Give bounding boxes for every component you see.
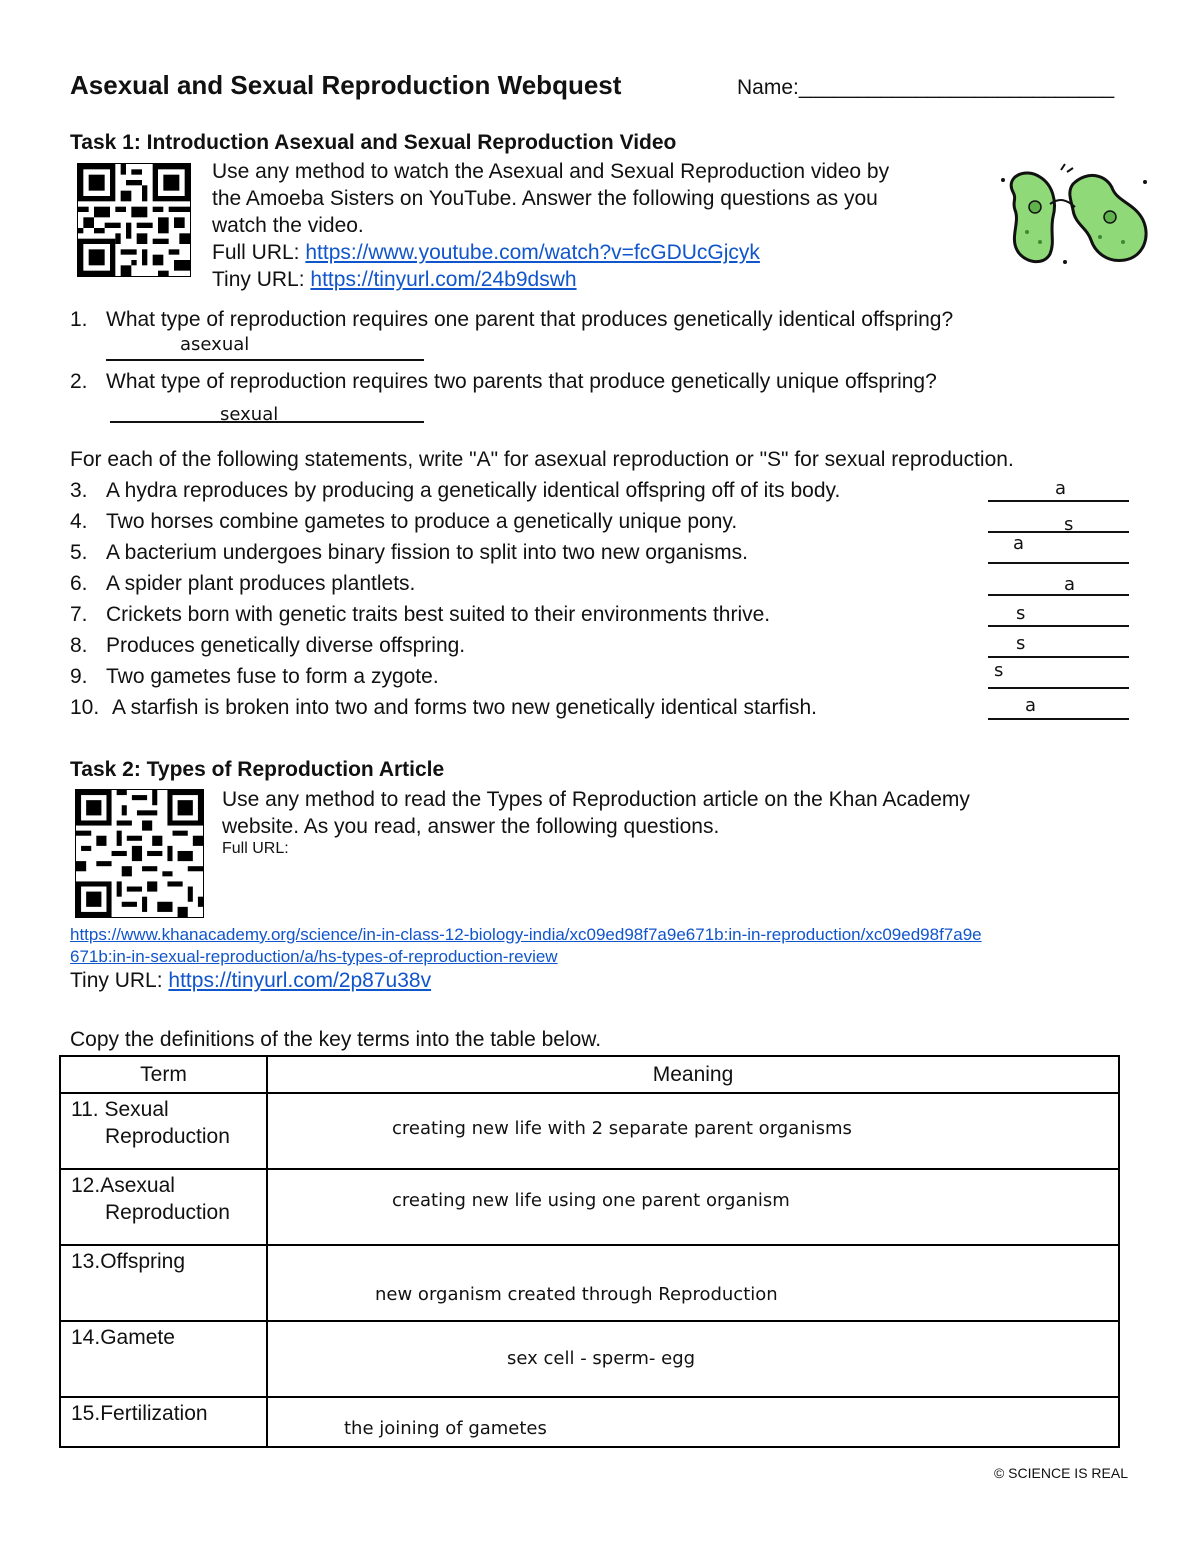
youtube-tiny-link[interactable]: https://tinyurl.com/24b9dswh — [310, 268, 577, 291]
statement-7: 7. Crickets born with genetic traits best suited to their environments thrive. — [70, 603, 771, 626]
statement-8: 8. Produces genetically diverse offspring. — [70, 634, 466, 657]
khan-academy-link-line1[interactable]: https://www.khanacademy.org/science/in-in-class-12-biology-india/xc09ed98f7a9e671b:in-in-reproduction/xc09ed98f7a9e — [70, 925, 982, 944]
statement-5: 5. A bacterium undergoes binary fission to split into two new organisms. — [70, 541, 748, 564]
table-row — [60, 1169, 1119, 1245]
meaning-header: Meaning — [267, 1056, 1119, 1093]
task1-full-url-row — [212, 239, 889, 266]
statement-6-answer: a — [1064, 574, 1076, 595]
statement-3-line — [988, 500, 1129, 502]
answer-2-line — [110, 421, 424, 423]
meaning-cell[interactable] — [267, 1321, 1119, 1397]
statement-4: 4. Two horses combine gametes to produce a genetically unique pony. — [70, 510, 738, 533]
meaning-cell[interactable] — [267, 1397, 1119, 1447]
page-title: Asexual and Sexual Reproduction Webquest — [70, 70, 622, 100]
statement-5-answer: a — [1013, 533, 1025, 554]
khan-academy-link-line2[interactable]: 671b:in-in-sexual-reproduction/a/hs-types-of-reproduction-review — [70, 947, 558, 966]
statement-6: 6. A spider plant produces plantlets. — [70, 572, 416, 595]
answer-1: asexual — [180, 334, 250, 355]
term-cell: 12.Asexual Reproduction — [60, 1169, 267, 1245]
full-url-label: Full URL: — [212, 241, 306, 264]
statement-7-line — [988, 625, 1129, 627]
table-header-row — [60, 1056, 1119, 1093]
statement-10-answer: a — [1025, 695, 1037, 716]
meaning-cell[interactable] — [267, 1169, 1119, 1245]
tiny-url-label: Tiny URL: — [70, 969, 169, 992]
term-header: Term — [60, 1056, 267, 1093]
table-row — [60, 1245, 1119, 1321]
copyright-notice: © SCIENCE IS REAL — [993, 1465, 1128, 1481]
table-row — [60, 1397, 1119, 1447]
statement-3-answer: a — [1055, 478, 1067, 499]
statement-3: 3. A hydra reproduces by producing a genetically identical offspring off of its body. — [70, 479, 841, 502]
meaning-answer: new organism created through Reproduction — [375, 1284, 778, 1305]
a-s-instructions: For each of the following statements, write "A" for asexual reproduction or "S" for sexual reproduction. — [70, 448, 1014, 471]
statement-8-line — [988, 656, 1129, 658]
answer-2: sexual — [220, 404, 279, 425]
term-cell: 14.Gamete — [60, 1321, 267, 1397]
statement-4-answer: s — [1064, 514, 1074, 535]
task2-instructions-line1: Use any method to read the Types of Reproduction article on the Khan Academy — [222, 788, 970, 811]
meaning-answer: the joining of gametes — [344, 1418, 547, 1439]
task2-heading: Task 2: Types of Reproduction Article — [70, 758, 445, 781]
statement-9-line — [988, 687, 1129, 689]
statement-4-line — [988, 531, 1129, 533]
task1-heading: Task 1: Introduction Asexual and Sexual Reproduction Video — [70, 131, 677, 154]
meaning-answer: creating new life with 2 separate parent organisms — [392, 1118, 852, 1139]
answer-1-line — [106, 359, 424, 361]
statement-5-line — [988, 562, 1129, 564]
youtube-video-link[interactable]: https://www.youtube.com/watch?v=fcGDUcGjcyk — [305, 241, 760, 264]
statement-9-answer: s — [994, 660, 1004, 681]
question-2: 2. What type of reproduction requires two parents that produce genetically unique offspring? — [70, 370, 937, 393]
term-cell: 13.Offspring — [60, 1245, 267, 1321]
task2-tiny-url-row — [70, 969, 431, 993]
tiny-url-label: Tiny URL: — [212, 268, 311, 291]
statement-6-line — [988, 594, 1129, 596]
statement-8-answer: s — [1016, 633, 1026, 654]
meaning-cell[interactable] — [267, 1245, 1119, 1321]
meaning-answer: sex cell - sperm- egg — [507, 1348, 696, 1369]
statement-10: 10. A starfish is broken into two and forms two new genetically identical starfish. — [70, 696, 817, 719]
task1-instructions-line2: the Amoeba Sisters on YouTube. Answer the following questions as you — [212, 187, 878, 210]
task2-instructions-line2: website. As you read, answer the following questions. — [222, 815, 720, 838]
task1-instructions-line1: Use any method to watch the Asexual and Sexual Reproduction video by — [212, 160, 890, 183]
statement-10-line — [988, 718, 1129, 720]
table-intro: Copy the definitions of the key terms into the table below. — [70, 1028, 602, 1051]
task1-tiny-url-row — [212, 266, 889, 293]
table-row — [60, 1093, 1119, 1169]
khan-tiny-link[interactable]: https://tinyurl.com/2p87u38v — [168, 969, 432, 992]
name-field-label: Name:___________________________ — [737, 76, 1115, 99]
qr-code-icon — [77, 163, 191, 277]
question-1: 1. What type of reproduction requires one parent that produces genetically identical offspring? — [70, 308, 954, 331]
task2-full-url-label: Full URL: — [222, 840, 289, 857]
term-cell: 15.Fertilization — [60, 1397, 267, 1447]
term-cell: 11. Sexual Reproduction — [60, 1093, 267, 1169]
task1-instructions-line3: watch the video. — [212, 214, 364, 237]
meaning-answer: creating new life using one parent organism — [392, 1190, 790, 1211]
statement-9: 9. Two gametes fuse to form a zygote. — [70, 665, 439, 688]
statement-7-answer: s — [1016, 603, 1026, 624]
qr-code-icon — [75, 789, 204, 918]
table-row — [60, 1321, 1119, 1397]
meaning-cell[interactable] — [267, 1093, 1119, 1169]
amoeba-icon — [995, 162, 1155, 272]
key-terms-table — [59, 1055, 1120, 1448]
